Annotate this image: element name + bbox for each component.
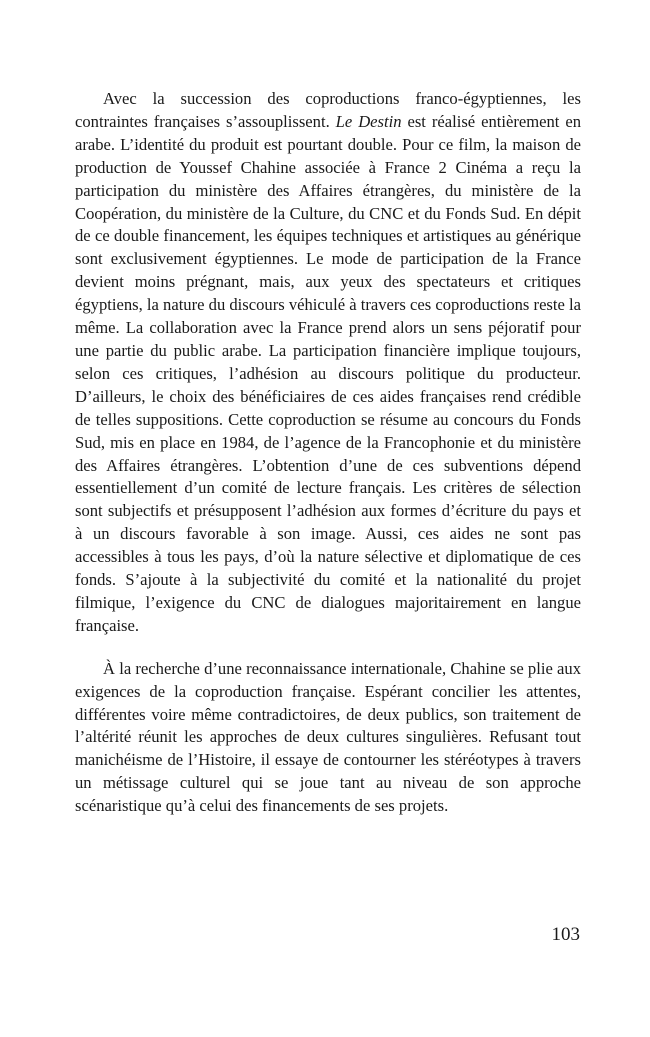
paragraph-1-text-before-title: Avec la succession des coproductions franco-égyptiennes, les contraintes françaises s’assouplissent. [75, 89, 581, 131]
page-body [75, 88, 581, 818]
paragraph-2: À la recherche d’une reconnaissance internationale, Chahine se plie aux exigences de la coproduction française. Espérant concilier les attentes, différentes voire même contradictoires, de deux publics, son traitement de l’altérité réunit les approches de deux cultures singulières. Refusant tout manichéisme de l’Histoire, il essaye de contourner les stéréotypes à travers un métissage culturel qui se joue tant au niveau de son approche scénaristique qu’à celui des financements de ses projets. [75, 658, 581, 816]
paragraph-1-text-after-title: est réalisé entièrement en arabe. L’identité du produit est pourtant double. Pour ce film, la maison de production de Youssef Chahine associée à France 2 Cinéma a reçu la participation du ministère des Affaires étrangères, du ministère de la Coopération, du ministère de la Culture, du CNC et du Fonds Sud. En dépit de ce double financement, les équipes techniques et artistiques au générique sont exclusivement égyptiennes. Le mode de participation de la France devient moins prégnant, mais, aux yeux des spectateurs et critiques égyptiens, la nature du discours véhiculé à travers ces coproductions reste la même. La collaboration avec la France prend alors un sens péjoratif pour une partie du public arabe. La participation financière implique toujours, selon ces critiques, l’adhésion au discours politique du producteur. D’ailleurs, le choix des bénéficiaires de ces aides françaises rend crédible de telles suppositions. Cette coproduction se résume au concours du Fonds Sud, mis en place en 1984, de l’agence de la Francophonie et du ministère des Affaires étrangères. L’obtention d’une de ces subventions dépend essentiellement d’un comité de lecture français. Les critères de sélection sont subjectifs et présupposent l’adhésion aux formes d’écriture du pays et à un discours favorable à son image. Aussi, ces aides ne sont pas accessibles à tous les pays, d’où la nature sélective et diplomatique de ces fonds. S’ajoute à la subjectivité du comité et la nationalité du projet filmique, l’exigence du CNC de dialogues majoritairement en langue française. [75, 111, 581, 635]
paragraph-1 [75, 88, 581, 638]
film-title: Le Destin [335, 111, 402, 131]
page-number: 103 [551, 924, 580, 945]
